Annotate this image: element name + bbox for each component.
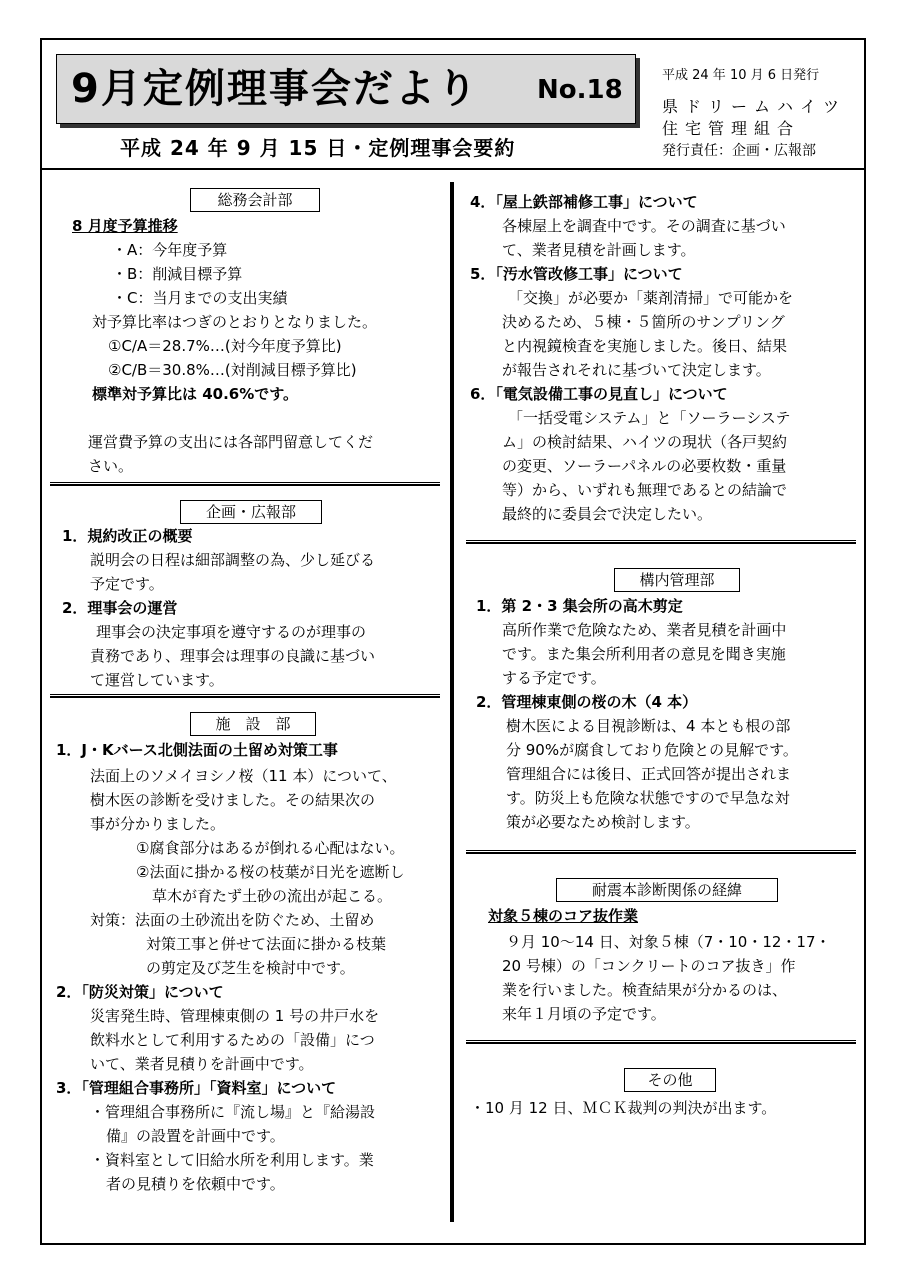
shisetsu-item1-line2: 樹木医の診断を受けました。その結果次の bbox=[90, 791, 376, 809]
kounai-item2-line2: 分 90%が腐食しており危険との見解です。 bbox=[506, 741, 798, 759]
kikaku-item1-line2: 予定です。 bbox=[90, 575, 164, 593]
section-separator bbox=[50, 694, 440, 698]
kikaku-item2-line1: 理事会の決定事項を遵守するのが理事の bbox=[96, 623, 367, 641]
kikaku-item1-line1: 説明会の日程は細部調整の為、少し延びる bbox=[90, 551, 376, 569]
taishin-line3: 業を行いました。検査結果が分かるのは、 bbox=[502, 981, 788, 999]
kounai-item2-line3: 管理組合には後日、正式回答が提出されま bbox=[506, 765, 792, 783]
right-item6-title: 6．「電気設備工事の見直し」について bbox=[470, 385, 728, 403]
shisetsu-item2-title: 2．「防災対策」について bbox=[56, 983, 224, 1001]
shisetsu-item3-bullet2a: ・資料室として旧給水所を利用します。業 bbox=[90, 1151, 374, 1169]
kounai-item1-line2: です。また集会所利用者の意見を聞き実施 bbox=[502, 645, 786, 663]
right-item5-line1: 「交換」が必要か「薬剤清掃」で可能かを bbox=[508, 289, 794, 307]
shisetsu-finding-2b: 草木が育たず土砂の流出が起こる。 bbox=[152, 887, 393, 905]
publisher-responsible: 発行責任：企画・広報部 bbox=[662, 143, 816, 159]
right-item4-title: 4．「屋上鉄部補修工事」について bbox=[470, 193, 698, 211]
soumu-ratio-1: ①C/A＝28.7%…(対今年度予算比) bbox=[108, 337, 342, 355]
taishin-line2: 20 号棟）の「コンクリートのコア抜き」作 bbox=[502, 957, 796, 975]
shisetsu-measure-2: 対策工事と併せて法面に掛かる枝葉 bbox=[146, 935, 387, 953]
section-separator bbox=[50, 482, 440, 486]
soumu-ratio-2: ②C/B＝30.8%…(対削減目標予算比) bbox=[108, 361, 357, 379]
shisetsu-item3-bullet1a: ・管理組合事務所に『流し場』と『給湯設 bbox=[90, 1103, 376, 1121]
right-item5-line3: と内視鏡検査を実施しました。後日、結果 bbox=[502, 337, 788, 355]
shisetsu-item1-title: 1．J・Kバース北側法面の土留め対策工事 bbox=[56, 741, 338, 759]
newsletter-title: 9月定例理事会だより bbox=[71, 66, 479, 112]
kounai-item2-line5: 策が必要なため検討します。 bbox=[506, 813, 700, 831]
org-name-line1: 県ドリームハイツ bbox=[662, 97, 847, 116]
taishin-line4: 来年１月頃の予定です。 bbox=[502, 1005, 666, 1023]
org-name-line2: 住宅管理組合 bbox=[662, 119, 801, 138]
kounai-item2-line1: 樹木医による目視診断は、4 本とも根の部 bbox=[506, 717, 791, 735]
section-separator bbox=[466, 850, 856, 854]
section-heading-shisetsu: 施 設 部 bbox=[190, 712, 316, 736]
shisetsu-measure-3: の剪定及び芝生を検討中です。 bbox=[146, 959, 355, 977]
shisetsu-measure-1: 対策：法面の土砂流出を防ぐため、土留め bbox=[90, 911, 375, 929]
soumu-item-b: ・B：削減目標予算 bbox=[112, 265, 243, 283]
kikaku-item2-title: 2．理事会の運営 bbox=[62, 599, 178, 617]
kounai-item2-line4: す。防災上も危険な状態ですので早急な対 bbox=[506, 789, 790, 807]
shisetsu-item2-line2: 飲料水として利用するための「設備」につ bbox=[90, 1031, 375, 1049]
kikaku-item1-title: 1．規約改正の概要 bbox=[62, 527, 193, 545]
shisetsu-item1-line1: 法面上のソメイヨシノ桜（11 本）について、 bbox=[90, 767, 397, 785]
right-item6-line2: ム」の検討結果、ハイツの現状（各戸契約 bbox=[502, 433, 788, 451]
publication-date: 平成 24 年 10 月 6 日発行 bbox=[662, 68, 820, 83]
soumu-note-line2: さい。 bbox=[88, 457, 134, 475]
shisetsu-item2-line3: いて、業者見積りを計画中です。 bbox=[90, 1055, 314, 1073]
right-item5-line4: が報告されそれに基づいて決定します。 bbox=[502, 361, 771, 379]
kounai-item1-line3: する予定です。 bbox=[502, 669, 606, 687]
title-box bbox=[56, 54, 636, 124]
right-item6-line5: 最終的に委員会で決定したい。 bbox=[502, 505, 713, 523]
header-divider bbox=[40, 168, 866, 170]
shisetsu-finding-2a: ②法面に掛かる桜の枝葉が日光を遮断し bbox=[136, 863, 405, 881]
section-separator bbox=[466, 1040, 856, 1044]
kikaku-item2-line2: 責務であり、理事会は理事の良識に基づい bbox=[90, 647, 376, 665]
right-item6-line3: の変更、ソーラーパネルの必要枚数・重量 bbox=[502, 457, 787, 475]
kounai-item2-title: 2．管理棟東側の桜の木（4 本） bbox=[476, 693, 698, 711]
sonota-line1: ・10 月 12 日、ＭＣＫ裁判の判決が出ます。 bbox=[470, 1099, 777, 1117]
soumu-item-a: ・A：今年度予算 bbox=[112, 241, 228, 259]
section-heading-kikaku: 企画・広報部 bbox=[180, 500, 322, 524]
soumu-subheading: 8 月度予算推移 bbox=[72, 217, 178, 235]
section-heading-soumu: 総務会計部 bbox=[190, 188, 320, 212]
meeting-subtitle: 平成 24 年 9 月 15 日・定例理事会要約 bbox=[120, 136, 516, 160]
taishin-line1: ９月 10～14 日、対象５棟（7・10・12・17・ bbox=[506, 933, 831, 951]
soumu-note-line1: 運営費予算の支出には各部門留意してくだ bbox=[88, 433, 374, 451]
shisetsu-item2-line1: 災害発生時、管理棟東側の 1 号の井戸水を bbox=[90, 1007, 380, 1025]
shisetsu-item3-bullet2b: 者の見積りを依頼中です。 bbox=[106, 1175, 285, 1193]
shisetsu-finding-1: ①腐食部分はあるが倒れる心配はない。 bbox=[136, 839, 405, 857]
section-heading-sonota: その他 bbox=[624, 1068, 716, 1092]
section-heading-kounai: 構内管理部 bbox=[614, 568, 740, 592]
soumu-item-c: ・C：当月までの支出実績 bbox=[112, 289, 288, 307]
shisetsu-item1-line3: 事が分かりました。 bbox=[90, 815, 226, 833]
soumu-ratio-intro: 対予算比率はつぎのとおりとなりました。 bbox=[92, 313, 378, 331]
kikaku-item2-line3: て運営しています。 bbox=[90, 671, 224, 689]
right-item5-line2: 決めるため、５棟・５箇所のサンプリング bbox=[502, 313, 785, 331]
right-item6-line1: 「一括受電システム」と「ソーラーシステ bbox=[508, 409, 791, 427]
section-heading-taishin: 耐震本診断関係の経緯 bbox=[556, 878, 778, 902]
right-item6-line4: 等）から、いずれも無理であるとの結論で bbox=[502, 481, 788, 499]
column-divider bbox=[450, 182, 454, 1222]
right-item5-title: 5．「汚水管改修工事」について bbox=[470, 265, 683, 283]
shisetsu-item3-bullet1b: 備』の設置を計画中です。 bbox=[106, 1127, 285, 1145]
right-item4-line2: て、業者見積を計画します。 bbox=[502, 241, 696, 259]
taishin-subheading: 対象５棟のコア抜作業 bbox=[488, 907, 639, 925]
section-separator bbox=[466, 540, 856, 544]
issue-number: No.18 bbox=[537, 75, 623, 105]
kounai-item1-line1: 高所作業で危険なため、業者見積を計画中 bbox=[502, 621, 787, 639]
kounai-item1-title: 1．第 2・3 集会所の高木剪定 bbox=[476, 597, 683, 615]
soumu-standard-ratio: 標準対予算比は 40.6%です。 bbox=[92, 385, 299, 403]
shisetsu-item3-title: 3．「管理組合事務所」「資料室」について bbox=[56, 1079, 337, 1097]
right-item4-line1: 各棟屋上を調査中です。その調査に基づい bbox=[502, 217, 786, 235]
